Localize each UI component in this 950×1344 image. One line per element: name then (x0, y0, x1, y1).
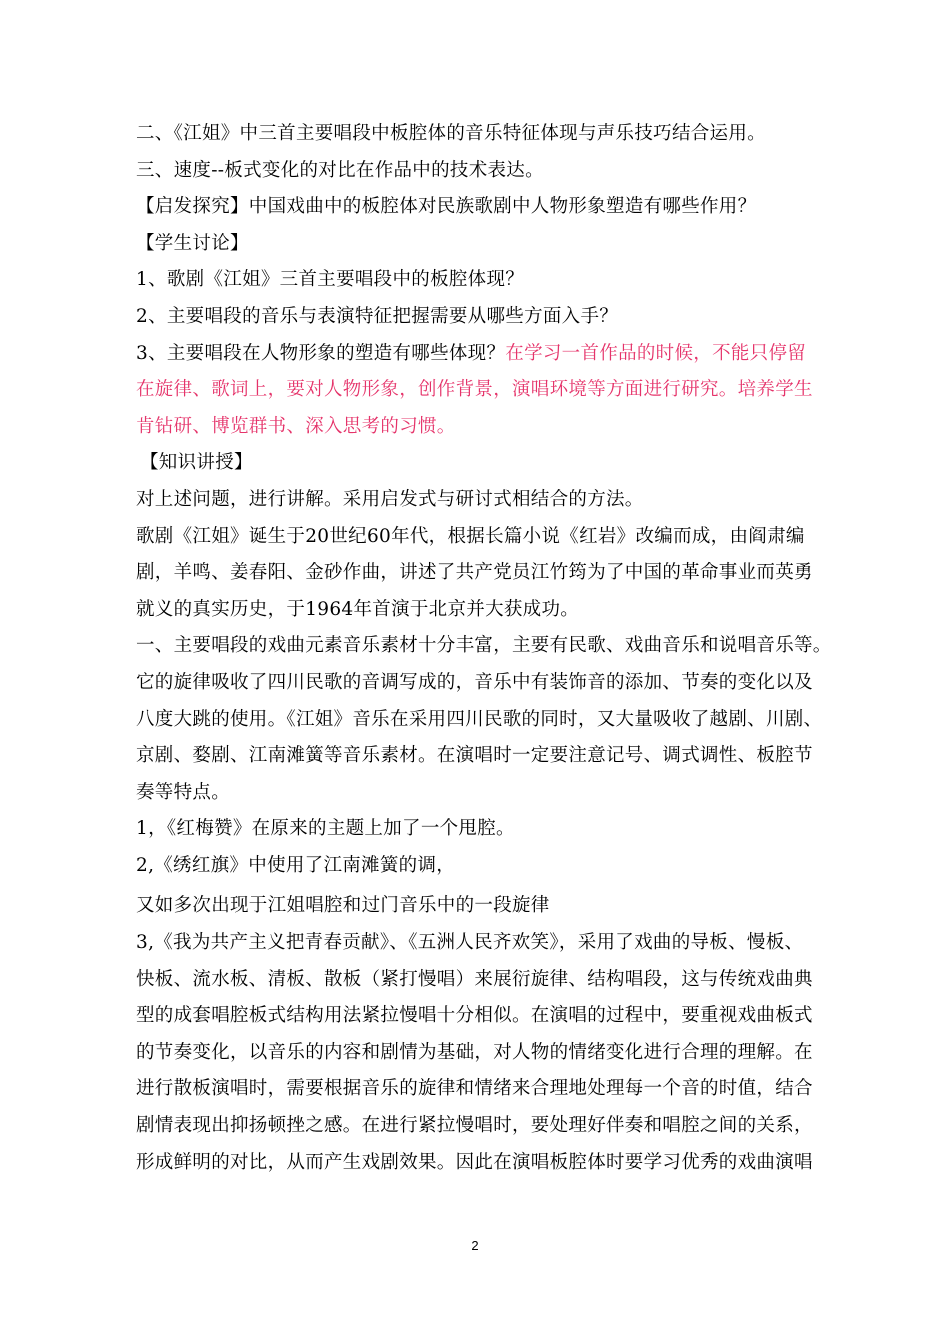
text-line: 1、歌剧《江姐》三首主要唱段中的板腔体现？ (136, 269, 525, 291)
text-line: 京剧、婺剧、江南滩簧等音乐素材。在演唱时一定要注意记号、调式调性、板腔节 (136, 745, 813, 767)
text-line: 歌剧《江姐》诞生于20世纪60年代，根据长篇小说《红岩》改编而成，由阎肃编 (136, 525, 805, 547)
text-line: 2、主要唱段的音乐与表演特征把握需要从哪些方面入手？ (136, 305, 619, 327)
text-line: 三、速度--板式变化的对比在作品中的技术表达。 (136, 159, 544, 181)
text-line: 的节奏变化，以音乐的内容和剧情为基础，对人物的情绪变化进行合理的理解。在 (136, 1041, 813, 1063)
text-line: 二、《江姐》中三首主要唱段中板腔体的音乐特征体现与声乐技巧结合运用。 (136, 123, 766, 144)
text-line: 形成鲜明的对比，从而产生戏剧效果。因此在演唱板腔体时要学习优秀的戏曲演唱 (136, 1151, 813, 1173)
text-line: 一、主要唱段的戏曲元素音乐素材十分丰富，主要有民歌、戏曲音乐和说唱音乐等。 (136, 635, 832, 657)
text-line: 【启发探究】中国戏曲中的板腔体对民族歌剧中人物形象塑造有哪些作用？ (136, 196, 757, 218)
text-line: 1，《红梅赞》在原来的主题上加了一个甩腔。 (136, 818, 515, 840)
text-line: 又如多次出现于江姐唱腔和过门音乐中的一段旋律 (136, 895, 550, 917)
highlight-line: 肯钻研、博览群书、深入思考的习惯。 (136, 415, 456, 437)
text-line-mixed (136, 336, 836, 373)
body-text (136, 116, 836, 1181)
highlight-text: 在学习一首作品的时候，不能只停留 (505, 342, 807, 364)
text-line: 八度大跳的使用。《江姐》音乐在采用四川民歌的同时，又大量吸收了越剧、川剧、 (136, 708, 823, 730)
text-line: 奏等特点。 (136, 781, 231, 803)
text-line: 它的旋律吸收了四川民歌的音调写成的，音乐中有装饰音的添加、节奏的变化以及 (136, 671, 813, 693)
text-segment: 3、主要唱段在人物形象的塑造有哪些体现？ (136, 342, 506, 364)
text-line: 剧情表现出抑扬顿挫之感。在进行紧拉慢唱时，要处理好伴奏和唱腔之间的关系， (136, 1115, 813, 1137)
section-heading: 【知识讲授】 (140, 452, 253, 474)
section-heading: 【学生讨论】 (136, 232, 249, 254)
text-line: 就义的真实历史，于1964年首演于北京并大获成功。 (136, 598, 580, 620)
text-line: 型的成套唱腔板式结构用法紧拉慢唱十分相似。在演唱的过程中，要重视戏曲板式 (136, 1005, 813, 1027)
highlight-line: 在旋律、歌词上，要对人物形象，创作背景，演唱环境等方面进行研究。培养学生 (136, 379, 813, 401)
text-line: 3,《我为共产主义把青春贡献》、《五洲人民齐欢笑》，采用了戏曲的导板、慢板、 (136, 932, 804, 954)
text-line: 2,《绣红旗》中使用了江南滩簧的调， (136, 854, 456, 876)
text-line: 快板、流水板、清板、散板（紧打慢唱）来展衍旋律、结构唱段，这与传统戏曲典 (136, 968, 813, 990)
text-line: 对上述问题，进行讲解。采用启发式与研讨式相结合的方法。 (136, 488, 644, 510)
text-line: 剧，羊鸣、姜春阳、金砂作曲，讲述了共产党员江竹筠为了中国的革命事业而英勇 (136, 562, 813, 584)
page-number: 2 (471, 1238, 479, 1253)
text-line: 进行散板演唱时，需要根据音乐的旋律和情绪来合理地处理每一个音的时值，结合 (136, 1078, 813, 1100)
